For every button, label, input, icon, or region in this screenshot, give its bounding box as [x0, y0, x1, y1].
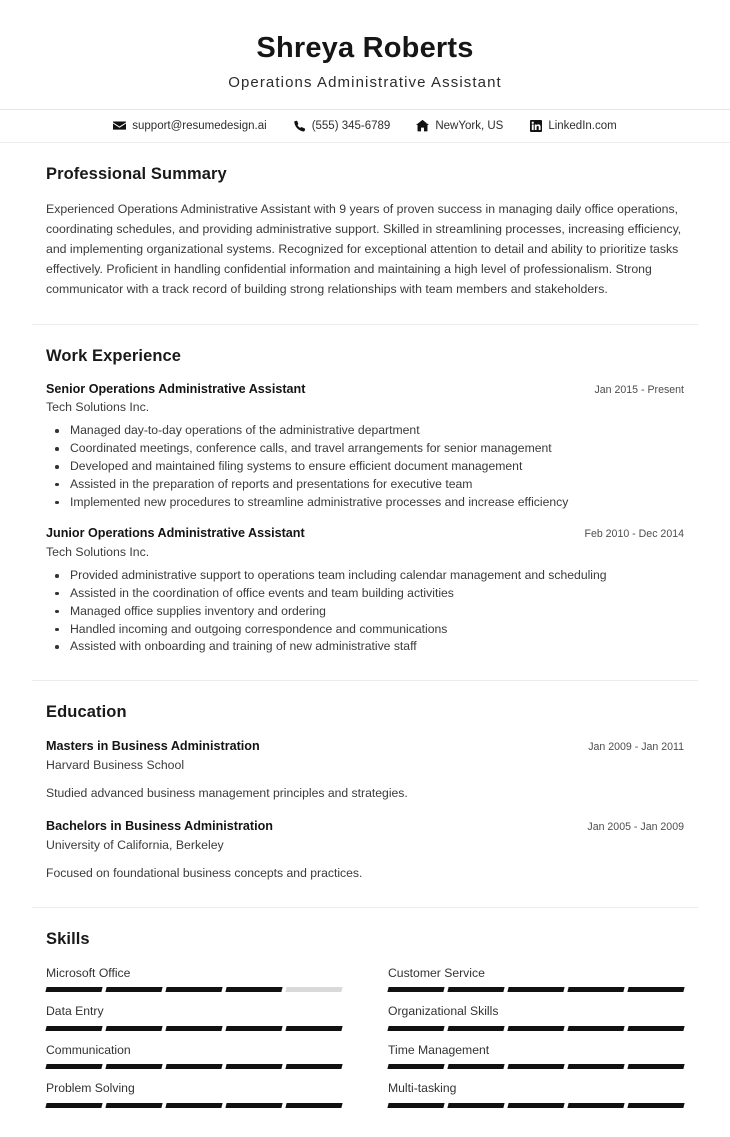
experience-entry-header	[46, 525, 684, 541]
section-skills	[0, 930, 730, 1137]
divider-after-summary	[32, 324, 698, 325]
experience-bullet: Implemented new procedures to streamline administrative processes and increase efficiency	[46, 494, 684, 511]
contact-bar	[0, 109, 730, 143]
skill-level-segment	[225, 1103, 282, 1108]
section-work-experience	[0, 347, 730, 680]
section-title-summary: Professional Summary	[46, 165, 227, 184]
experience-bullet-list	[46, 567, 684, 655]
linkedin-icon	[529, 119, 542, 132]
skill-level-segment	[387, 1026, 444, 1031]
education-entry	[46, 738, 684, 802]
skill-level-segment	[447, 1103, 504, 1108]
candidate-job-title: Operations Administrative Assistant	[228, 74, 502, 92]
skill-level-bar	[388, 1026, 684, 1031]
skill-level-segment	[387, 1064, 444, 1069]
skill-level-segment	[447, 987, 504, 992]
skill-level-segment	[285, 987, 342, 992]
skill-name: Customer Service	[388, 965, 485, 980]
skill-level-segment	[105, 1026, 162, 1031]
skill-item	[388, 1003, 684, 1041]
skill-level-bar	[46, 1026, 342, 1031]
skill-level-segment	[285, 1026, 342, 1031]
skill-item	[46, 965, 342, 1003]
experience-list	[46, 381, 684, 655]
experience-entry	[46, 525, 684, 655]
skill-level-segment	[165, 1026, 222, 1031]
skill-name: Organizational Skills	[388, 1004, 499, 1019]
skill-item	[388, 1080, 684, 1118]
section-professional-summary	[0, 165, 730, 300]
skill-level-segment	[105, 1103, 162, 1108]
skill-item	[388, 1042, 684, 1080]
candidate-name: Shreya Roberts	[256, 32, 474, 64]
skill-level-segment	[447, 1064, 504, 1069]
skill-level-segment	[507, 1026, 564, 1031]
skill-level-segment	[105, 987, 162, 992]
skill-level-bar	[388, 1103, 684, 1108]
skill-name: Communication	[46, 1042, 131, 1057]
experience-company: Tech Solutions Inc.	[46, 544, 150, 559]
skill-level-segment	[165, 1064, 222, 1069]
experience-bullet: Handled incoming and outgoing correspondence and communications	[46, 621, 684, 638]
skill-level-segment	[507, 1103, 564, 1108]
contact-linkedin-text: LinkedIn.com	[548, 119, 617, 132]
education-school: Harvard Business School	[46, 757, 185, 772]
experience-bullet: Assisted in the preparation of reports and presentations for executive team	[46, 476, 684, 493]
phone-icon	[293, 119, 306, 132]
section-title-education: Education	[46, 703, 127, 722]
skill-level-segment	[105, 1064, 162, 1069]
skill-level-segment	[567, 987, 624, 992]
skill-level-segment	[285, 1064, 342, 1069]
experience-entry-header	[46, 381, 684, 397]
education-degree: Masters in Business Administration	[46, 739, 260, 754]
skill-name: Data Entry	[46, 1004, 104, 1019]
experience-bullet: Managed day-to-day operations of the administrative department	[46, 422, 684, 439]
education-entry-header	[46, 738, 684, 754]
experience-bullet: Developed and maintained filing systems to ensure efficient document management	[46, 458, 684, 475]
skill-level-segment	[387, 1103, 444, 1108]
divider-after-education	[32, 907, 698, 908]
skill-level-segment	[45, 1026, 102, 1031]
resume-header	[0, 0, 730, 109]
contact-phone[interactable]	[293, 119, 391, 132]
skill-item	[388, 965, 684, 1003]
skill-level-segment	[45, 1064, 102, 1069]
education-date-range: Jan 2009 - Jan 2011	[588, 741, 684, 754]
skill-level-segment	[225, 1064, 282, 1069]
skill-level-bar	[46, 1064, 342, 1069]
skill-level-bar	[388, 987, 684, 992]
skill-level-segment	[567, 1064, 624, 1069]
experience-role: Senior Operations Administrative Assistant	[46, 381, 306, 396]
skill-level-segment	[447, 1026, 504, 1031]
skill-name: Microsoft Office	[46, 965, 131, 980]
section-education	[0, 703, 730, 907]
education-description: Studied advanced business management principles and strategies.	[46, 785, 408, 800]
experience-bullet: Assisted in the coordination of office events and team building activities	[46, 585, 684, 602]
experience-company: Tech Solutions Inc.	[46, 400, 150, 415]
experience-date-range: Jan 2015 - Present	[594, 383, 684, 396]
experience-bullet: Provided administrative support to operations team including calendar management and scheduling	[46, 567, 684, 584]
skill-name: Time Management	[388, 1042, 490, 1057]
skill-level-segment	[627, 987, 684, 992]
summary-paragraph: Experienced Operations Administrative Assistant with 9 years of proven success in managing daily office operations, coordinating schedules, and providing administrative support. Skilled in streamlining processes, increasing efficiency, and implementing organizational systems. Recognized for exceptional attention to detail and ability to prioritize tasks effectively. Proficient in handling confidential information and maintaining a high level of professionalism. Strong communicator with a track record of building strong relationships with team members and stakeholders.	[46, 202, 682, 296]
skill-item	[46, 1003, 342, 1041]
skill-level-bar	[46, 1103, 342, 1108]
skill-name: Problem Solving	[46, 1081, 135, 1096]
education-school: University of California, Berkeley	[46, 837, 224, 852]
skill-level-bar	[46, 987, 342, 992]
contact-email[interactable]	[113, 119, 266, 132]
section-title-skills: Skills	[46, 929, 90, 948]
skill-level-segment	[225, 1026, 282, 1031]
skill-level-segment	[225, 987, 282, 992]
skill-level-segment	[627, 1026, 684, 1031]
envelope-icon	[113, 119, 126, 132]
experience-entry	[46, 381, 684, 511]
skill-level-segment	[165, 987, 222, 992]
contact-linkedin[interactable]	[529, 119, 616, 132]
contact-location[interactable]	[416, 119, 503, 132]
education-entry-header	[46, 818, 684, 834]
skill-level-segment	[507, 1064, 564, 1069]
skill-level-segment	[165, 1103, 222, 1108]
experience-role: Junior Operations Administrative Assistant	[46, 526, 305, 541]
experience-bullet: Coordinated meetings, conference calls, and travel arrangements for senior management	[46, 440, 684, 457]
experience-bullet: Assisted with onboarding and training of new administrative staff	[46, 638, 684, 655]
education-entry	[46, 818, 684, 882]
skill-item	[46, 1042, 342, 1080]
experience-bullet-list	[46, 422, 684, 510]
divider-after-experience	[32, 680, 698, 681]
skill-name: Multi-tasking	[388, 1081, 457, 1096]
skill-level-segment	[45, 1103, 102, 1108]
home-icon	[416, 119, 429, 132]
contact-email-text: support@resumedesign.ai	[132, 119, 267, 132]
section-title-experience: Work Experience	[46, 346, 182, 365]
skill-level-segment	[285, 1103, 342, 1108]
education-list	[46, 738, 684, 883]
experience-bullet: Managed office supplies inventory and ordering	[46, 603, 684, 620]
skills-grid	[46, 965, 684, 1119]
skill-item	[46, 1080, 342, 1118]
skill-level-segment	[45, 987, 102, 992]
skill-level-segment	[567, 1026, 624, 1031]
skill-level-segment	[507, 987, 564, 992]
experience-date-range: Feb 2010 - Dec 2014	[584, 528, 684, 541]
skill-level-segment	[387, 987, 444, 992]
skill-level-segment	[627, 1064, 684, 1069]
contact-location-text: NewYork, US	[435, 119, 504, 132]
contact-phone-text: (555) 345-6789	[311, 119, 391, 132]
education-description: Focused on foundational business concepts and practices.	[46, 866, 363, 880]
skill-level-bar	[388, 1064, 684, 1069]
education-date-range: Jan 2005 - Jan 2009	[587, 821, 684, 834]
skill-level-segment	[627, 1103, 684, 1108]
education-degree: Bachelors in Business Administration	[46, 819, 273, 834]
skill-level-segment	[567, 1103, 624, 1108]
